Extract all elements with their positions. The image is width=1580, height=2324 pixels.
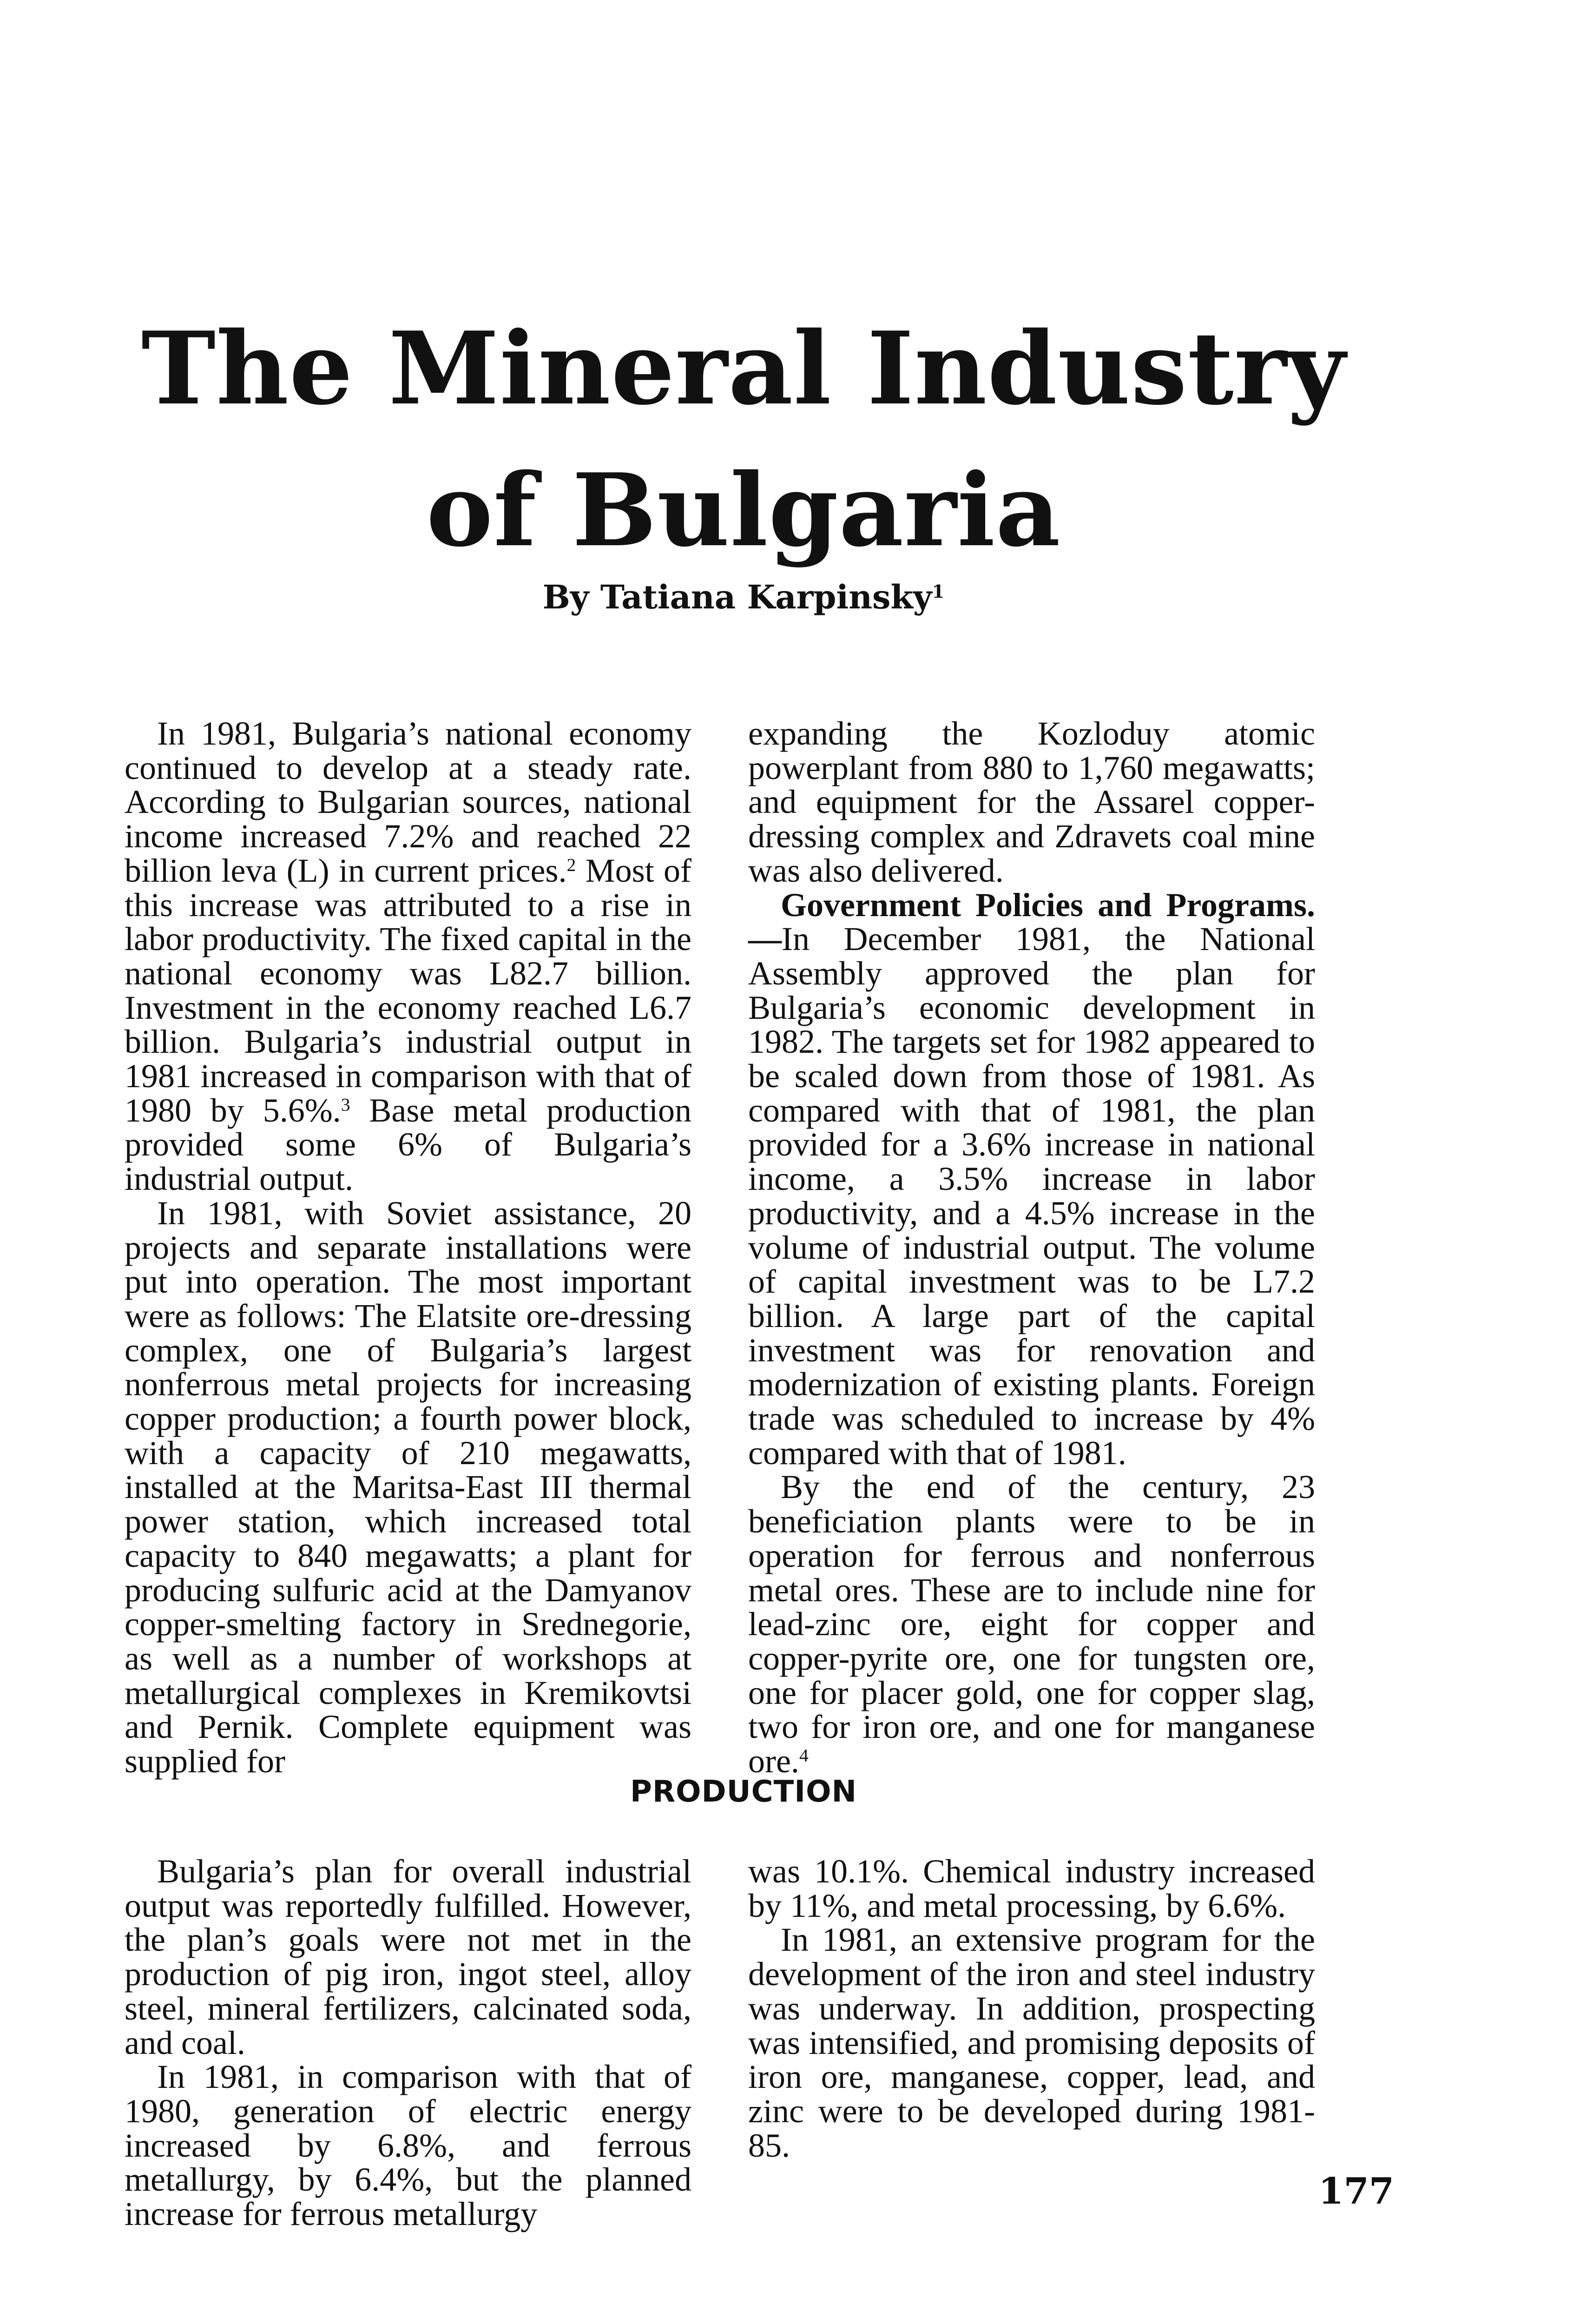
- paragraph: [125, 717, 691, 1196]
- page-number: 177: [1318, 2170, 1394, 2212]
- footnote-marker: 3: [341, 1094, 350, 1115]
- paragraph-text: Base metal production provided some 6% of Bulgaria’s industrial output.: [125, 1091, 691, 1198]
- paragraph: expanding the Kozloduy atomic powerplant from 880 to 1,760 megawatts; and equipment for the Assarel copper-dressing complex and Zdravets coal mine was also delivered.: [748, 715, 1315, 889]
- production-column-right: [748, 1855, 1315, 2163]
- paragraph: was 10.1%. Chemical industry increased by 11%, and metal processing, by 6.6%.: [748, 1853, 1315, 1924]
- author-name: By Tatiana Karpinsky: [542, 578, 932, 616]
- paragraph: In 1981, in comparison with that of 1980, generation of electric energy increased by 6.8%, and ferrous metallurgy, by 6.4%, but the planned increase for ferrous metallurgy: [125, 2058, 691, 2233]
- footnote-marker: 2: [566, 854, 576, 875]
- footnote-marker: 1: [932, 581, 945, 602]
- run-in-heading: Government Policies and Programs.—: [748, 886, 1315, 958]
- footnote-marker: 4: [799, 1745, 809, 1766]
- paragraph: [748, 1470, 1315, 1778]
- byline: [139, 574, 1348, 621]
- intro-column-left: [125, 717, 691, 1779]
- paragraph-text: In 1981, Bulgaria’s national economy continued to develop at a steady rate. According to Bulgarian sources, national income increased 7.2% and reached 22 billion leva (L) in current prices.: [125, 715, 691, 889]
- paragraph: [748, 888, 1315, 1471]
- section-heading-production: PRODUCTION: [630, 1775, 857, 1809]
- paragraph-text: In December 1981, the National Assembly approved the plan for Bulgaria’s economic development in 1982. The targets set for 1982 appeared to be scaled down from those of 1981. As compared with that of 1981, the plan provided for a 3.6% increase in national income, a 3.5% increase in labor productivity, and a 4.5% increase in the volume of industrial output. The volume of capital investment was to be L7.2 billion. A large part of the capital investment was for renovation and modernization of existing plants. Foreign trade was scheduled to increase by 4% compared with that of 1981.: [748, 920, 1315, 1472]
- production-column-left: [125, 1855, 691, 2232]
- paragraph: Bulgaria’s plan for overall industrial output was reportedly fulfilled. However, the plan’s goals were not met in the production of pig iron, ingot steel, alloy steel, mineral fertilizers, calcinated soda, and coal.: [125, 1853, 691, 2061]
- paragraph-text: Most of this increase was attributed to a rise in labor productivity. The fixed capital in the national economy was L82.7 billion. Investment in the economy reached L6.7 billion. Bulgaria’s industrial output in 1981 increased in comparison with that of 1980 by 5.6%.: [125, 852, 691, 1129]
- page-title: The Mineral Industry of Bulgaria: [141, 310, 1346, 569]
- paragraph: In 1981, with Soviet assistance, 20 projects and separate installations were put into operation. The most important were as follows: The Elatsite ore-dressing complex, one of Bulgaria’s largest nonferrous metal projects for increasing copper production; a fourth power block, with a capacity of 210 megawatts, installed at the Maritsa-East III thermal power station, which increased total capacity to 840 megawatts; a plant for producing sulfuric acid at the Damyanov copper-smelting factory in Srednegorie, as well as a number of workshops at metallurgical complexes in Kremikovtsi and Pernik. Complete equipment was supplied for: [125, 1194, 691, 1780]
- intro-column-right: [748, 717, 1315, 1779]
- paragraph-text: By the end of the century, 23 beneficiation plants were to be in operation for ferrous and nonferrous metal ores. These are to include nine for lead-zinc ore, eight for copper and copper-pyrite ore, one for tungsten ore, one for placer gold, one for copper slag, two for iron ore, and one for manganese ore.: [748, 1468, 1315, 1780]
- paragraph: In 1981, an extensive program for the development of the iron and steel industry was underway. In addition, prospecting was intensified, and promising deposits of iron ore, manganese, copper, lead, and zinc were to be developed during 1981-85.: [748, 1921, 1315, 2164]
